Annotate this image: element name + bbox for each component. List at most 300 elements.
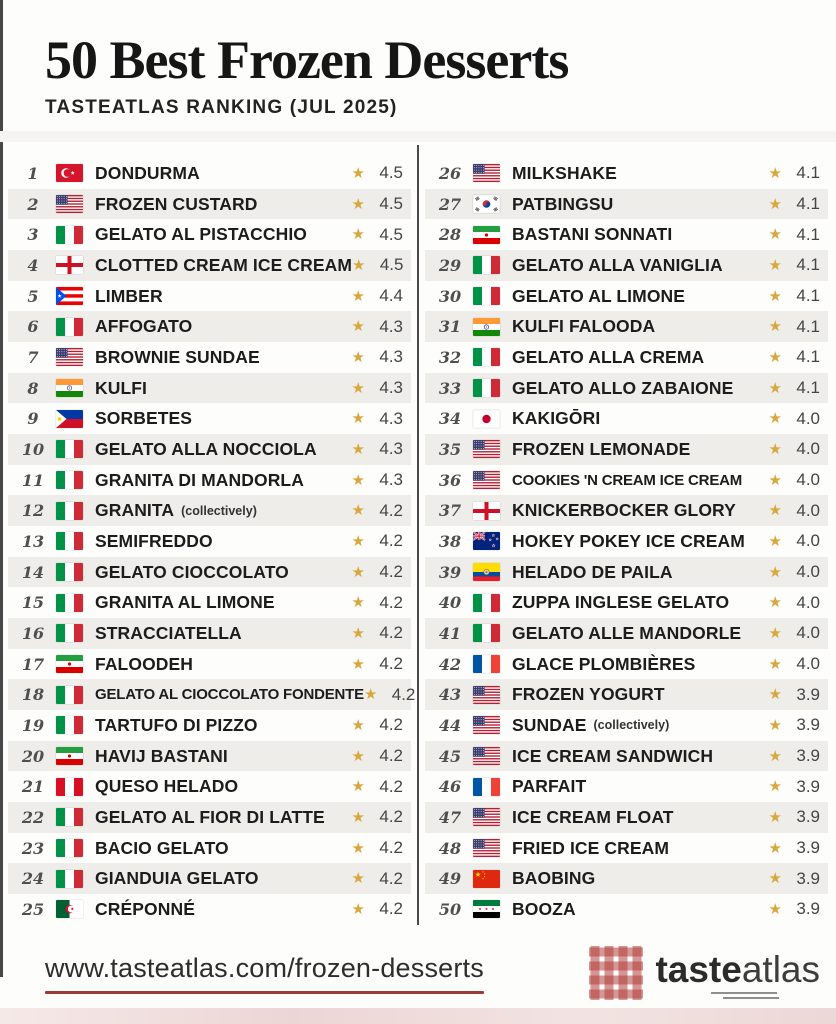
list-item	[8, 833, 411, 864]
dessert-name: BACIO GELATO	[95, 837, 229, 858]
dessert-name: DONDURMA	[95, 162, 200, 183]
star-icon: ★	[351, 532, 365, 550]
header-divider-band	[0, 131, 836, 142]
rating-value: 4.2	[379, 807, 403, 827]
dessert-name: GRANITA DI MANDORLA	[95, 469, 304, 490]
rank-number: 4	[27, 255, 39, 275]
star-icon: ★	[351, 471, 365, 489]
footer	[0, 938, 836, 1008]
rank-number: 48	[438, 838, 462, 858]
list-item	[425, 250, 828, 281]
rank-number: 23	[21, 838, 45, 858]
dessert-name: SEMIFREDDO	[95, 530, 213, 551]
list-item	[425, 741, 828, 772]
rating-value: 4.5	[379, 163, 403, 183]
list-item	[425, 342, 828, 373]
country-flag-icon	[473, 900, 500, 918]
country-flag-icon	[56, 655, 83, 673]
dessert-name: BROWNIE SUNDAE	[95, 346, 260, 367]
rank-number: 11	[21, 470, 45, 490]
star-icon: ★	[351, 502, 365, 520]
rank-number: 42	[438, 654, 462, 674]
country-flag-icon	[56, 287, 83, 305]
list-item	[8, 649, 411, 680]
star-icon: ★	[768, 778, 782, 796]
rating-value: 3.9	[796, 776, 820, 796]
tasteatlas-logo	[589, 946, 820, 1000]
rank-number: 19	[21, 715, 45, 735]
list-item	[8, 465, 411, 496]
rank-number: 27	[438, 194, 462, 214]
rank-number: 44	[438, 715, 462, 735]
country-flag-icon	[473, 778, 500, 796]
star-icon: ★	[351, 747, 365, 765]
dessert-name: CRÉPONNÉ	[95, 898, 195, 919]
dessert-name: ICE CREAM FLOAT	[512, 806, 674, 827]
country-flag-icon	[473, 655, 500, 673]
star-icon: ★	[363, 686, 378, 704]
rank-number: 37	[438, 501, 462, 521]
star-icon: ★	[351, 778, 365, 796]
rank-number: 15	[21, 593, 45, 613]
dessert-name: ZUPPA INGLESE GELATO	[512, 592, 730, 613]
dessert-name: KAKIGŌRI	[512, 408, 601, 429]
rating-value: 3.9	[796, 899, 820, 919]
list-item	[425, 403, 828, 434]
rating-value: 4.2	[379, 776, 403, 796]
dessert-name: BASTANI SONNATI	[512, 224, 673, 245]
star-icon: ★	[768, 195, 782, 213]
dessert-name: GELATO ALLA VANIGLIA	[512, 254, 723, 275]
list-item	[8, 158, 411, 189]
country-flag-icon	[473, 747, 500, 765]
dessert-name: GELATO AL PISTACCHIO	[95, 224, 308, 245]
list-item	[8, 311, 411, 342]
star-icon: ★	[768, 410, 782, 428]
list-item	[8, 342, 411, 373]
column-divider	[417, 145, 419, 925]
dessert-name: SORBETES	[95, 408, 193, 429]
rank-number: 34	[438, 409, 462, 429]
rating-value: 3.9	[796, 746, 820, 766]
ranking-list	[8, 145, 828, 925]
country-flag-icon	[473, 716, 500, 734]
dessert-name: GELATO ALLA NOCCIOLA	[95, 438, 317, 459]
page-subtitle: TASTEATLAS RANKING (JUL 2025)	[45, 97, 398, 119]
star-icon: ★	[768, 686, 782, 704]
country-flag-icon	[473, 532, 500, 550]
dessert-name: KULFI FALOODA	[512, 316, 656, 337]
dessert-name: BAOBING	[512, 868, 596, 889]
dessert-name: TARTUFO DI PIZZO	[95, 714, 258, 735]
star-icon: ★	[768, 379, 782, 397]
rating-value: 4.1	[796, 286, 820, 306]
country-flag-icon	[473, 624, 500, 642]
rating-value: 3.9	[796, 807, 820, 827]
star-icon: ★	[768, 747, 782, 765]
dessert-name: AFFOGATO	[95, 316, 193, 337]
list-item	[8, 281, 411, 312]
country-flag-icon	[56, 164, 83, 182]
rating-value: 4.0	[796, 500, 820, 520]
gingham-logo-icon	[589, 946, 643, 1000]
country-flag-icon	[473, 808, 500, 826]
star-icon: ★	[768, 348, 782, 366]
star-icon: ★	[351, 870, 365, 888]
star-icon: ★	[351, 594, 365, 612]
star-icon: ★	[351, 164, 365, 182]
rank-number: 29	[438, 255, 462, 275]
dessert-name: GELATO CIOCCOLATO	[95, 561, 289, 582]
url-underline	[45, 991, 484, 994]
country-flag-icon	[473, 594, 500, 612]
list-item	[8, 741, 411, 772]
star-icon: ★	[351, 716, 365, 734]
dessert-name: FROZEN YOGURT	[512, 684, 665, 705]
rank-number: 7	[27, 347, 39, 367]
rating-value: 4.3	[379, 347, 403, 367]
star-icon: ★	[768, 900, 782, 918]
rank-number: 39	[438, 562, 462, 582]
list-item	[425, 526, 828, 557]
dessert-name: KULFI	[95, 377, 148, 398]
star-icon: ★	[768, 870, 782, 888]
dessert-name: GLACE PLOMBIÈRES	[512, 653, 696, 674]
list-item	[8, 863, 411, 894]
dessert-note: (collectively)	[181, 503, 257, 518]
list-item	[425, 311, 828, 342]
dessert-name: GELATO AL CIOCCOLATO FONDENTE	[95, 686, 364, 704]
list-item	[425, 863, 828, 894]
rank-number: 46	[438, 777, 462, 797]
rank-number: 32	[438, 347, 462, 367]
dessert-name: PATBINGSU	[512, 193, 614, 214]
country-flag-icon	[56, 410, 83, 428]
country-flag-icon	[56, 195, 83, 213]
country-flag-icon	[56, 778, 83, 796]
star-icon: ★	[351, 318, 365, 336]
country-flag-icon	[473, 870, 500, 888]
star-icon: ★	[768, 502, 782, 520]
list-item	[8, 434, 411, 465]
country-flag-icon	[56, 686, 83, 704]
bottom-pink-strip	[0, 1008, 836, 1024]
star-icon: ★	[768, 164, 782, 182]
rank-number: 38	[438, 531, 462, 551]
rank-number: 5	[27, 286, 39, 306]
rank-number: 50	[438, 899, 462, 919]
star-icon: ★	[351, 655, 365, 673]
list-item	[8, 679, 416, 710]
rating-value: 4.3	[379, 439, 403, 459]
list-item	[425, 710, 828, 741]
star-icon: ★	[351, 379, 365, 397]
brand-word-taste: taste	[655, 948, 742, 990]
dessert-name: HOKEY POKEY ICE CREAM	[512, 530, 745, 551]
dessert-name: FROZEN CUSTARD	[95, 193, 258, 214]
country-flag-icon	[56, 870, 83, 888]
dessert-name: COOKIES 'N CREAM ICE CREAM	[512, 471, 743, 489]
list-item	[425, 649, 828, 680]
star-icon: ★	[768, 839, 782, 857]
country-flag-icon	[473, 686, 500, 704]
rank-number: 14	[21, 562, 45, 582]
rank-number: 43	[438, 685, 462, 705]
rating-value: 4.2	[379, 562, 403, 582]
star-icon: ★	[768, 440, 782, 458]
rating-value: 4.4	[379, 286, 403, 306]
rating-value: 3.9	[796, 684, 820, 704]
star-icon: ★	[351, 410, 365, 428]
dessert-name: HELADO DE PAILA	[512, 561, 673, 582]
list-item	[425, 158, 828, 189]
rank-number: 2	[27, 194, 39, 214]
list-item	[8, 802, 411, 833]
rating-value: 4.0	[796, 408, 820, 428]
country-flag-icon	[56, 808, 83, 826]
dessert-name: KNICKERBOCKER GLORY	[512, 500, 736, 521]
dessert-name: GELATO ALLE MANDORLE	[512, 622, 742, 643]
list-item	[425, 894, 828, 925]
star-icon: ★	[351, 287, 365, 305]
rating-value: 4.1	[796, 378, 820, 398]
country-flag-icon	[56, 226, 83, 244]
star-icon: ★	[768, 716, 782, 734]
country-flag-icon	[56, 900, 83, 918]
rank-number: 3	[27, 225, 39, 245]
list-item	[8, 587, 411, 618]
brand-word-atlas: atlas	[741, 948, 820, 990]
rank-number: 10	[21, 439, 45, 459]
rating-value: 4.0	[796, 562, 820, 582]
country-flag-icon	[473, 164, 500, 182]
rating-value: 4.2	[391, 684, 416, 704]
list-item	[8, 250, 411, 281]
rank-number: 22	[21, 807, 45, 827]
star-icon: ★	[768, 563, 782, 581]
star-icon: ★	[351, 808, 365, 826]
rank-number: 20	[21, 746, 45, 766]
list-item	[425, 587, 828, 618]
dessert-name: GELATO AL FIOR DI LATTE	[95, 806, 325, 827]
dessert-name: GIANDUIA GELATO	[95, 868, 259, 889]
country-flag-icon	[56, 532, 83, 550]
rank-number: 18	[21, 685, 45, 705]
country-flag-icon	[473, 502, 500, 520]
rank-number: 12	[21, 501, 45, 521]
dessert-name: GELATO AL LIMONE	[512, 285, 686, 306]
header	[0, 0, 836, 119]
star-icon: ★	[768, 655, 782, 673]
star-icon: ★	[768, 808, 782, 826]
list-item	[425, 679, 828, 710]
rating-value: 4.2	[379, 838, 403, 858]
dessert-name: FRIED ICE CREAM	[512, 837, 670, 858]
dessert-name: GRANITA AL LIMONE	[95, 592, 275, 613]
rating-value: 4.2	[379, 592, 403, 612]
rank-number: 17	[21, 654, 45, 674]
rank-number: 36	[438, 470, 462, 490]
country-flag-icon	[473, 839, 500, 857]
rank-number: 24	[21, 869, 45, 889]
star-icon: ★	[351, 900, 365, 918]
list-item	[8, 618, 411, 649]
dessert-name: MILKSHAKE	[512, 162, 617, 183]
list-item	[425, 618, 828, 649]
star-icon: ★	[768, 256, 782, 274]
list-item	[425, 465, 828, 496]
rating-value: 4.3	[379, 316, 403, 336]
list-item	[8, 771, 411, 802]
dessert-name: FROZEN LEMONADE	[512, 438, 691, 459]
list-item	[8, 373, 411, 404]
star-icon: ★	[351, 839, 365, 857]
country-flag-icon	[56, 624, 83, 642]
rank-number: 21	[21, 777, 45, 797]
dessert-name: CLOTTED CREAM ICE CREAM	[95, 254, 353, 275]
country-flag-icon	[56, 747, 83, 765]
rank-number: 49	[438, 869, 462, 889]
dessert-name: GELATO ALLA CREMA	[512, 346, 705, 367]
star-icon: ★	[351, 226, 365, 244]
star-icon: ★	[768, 594, 782, 612]
country-flag-icon	[56, 594, 83, 612]
wordmark-underline-2	[723, 997, 779, 999]
country-flag-icon	[56, 348, 83, 366]
rank-number: 35	[438, 439, 462, 459]
rating-value: 4.1	[796, 224, 820, 244]
list-item	[8, 219, 411, 250]
dessert-name: HAVIJ BASTANI	[95, 745, 228, 766]
dessert-name: SUNDAE	[512, 714, 587, 735]
country-flag-icon	[56, 502, 83, 520]
rank-number: 41	[438, 623, 462, 643]
rating-value: 4.2	[379, 868, 403, 888]
rank-number: 33	[438, 378, 462, 398]
country-flag-icon	[56, 716, 83, 734]
list-item	[425, 557, 828, 588]
rating-value: 4.0	[796, 439, 820, 459]
rating-value: 4.0	[796, 654, 820, 674]
rating-value: 3.9	[796, 868, 820, 888]
rating-value: 4.5	[379, 194, 403, 213]
dessert-note: (collectively)	[593, 718, 670, 733]
star-icon: ★	[352, 256, 366, 274]
list-item	[8, 710, 411, 741]
star-icon: ★	[351, 440, 365, 458]
rank-number: 45	[438, 746, 462, 766]
rank-number: 28	[438, 225, 462, 245]
dessert-name: FALOODEH	[95, 653, 194, 674]
dessert-name: LIMBER	[95, 285, 163, 306]
rating-value: 4.2	[379, 715, 403, 735]
dessert-name: GRANITA	[95, 500, 175, 521]
source-url-text: www.tasteatlas.com/frozen-desserts	[45, 952, 484, 983]
country-flag-icon	[473, 318, 500, 336]
rating-value: 4.2	[379, 531, 403, 551]
country-flag-icon	[473, 563, 500, 581]
star-icon: ★	[351, 624, 365, 642]
rating-value: 4.0	[796, 470, 820, 490]
country-flag-icon	[56, 256, 83, 274]
list-item	[425, 771, 828, 802]
rank-number: 26	[438, 163, 462, 183]
list-item	[8, 526, 411, 557]
source-url[interactable]	[45, 953, 484, 994]
country-flag-icon	[56, 440, 83, 458]
list-item	[425, 189, 828, 220]
rating-value: 4.2	[379, 746, 403, 766]
list-item	[8, 403, 411, 434]
dessert-name: PARFAIT	[512, 776, 587, 797]
country-flag-icon	[473, 287, 500, 305]
rating-value: 3.9	[796, 715, 820, 735]
rating-value: 4.5	[379, 255, 404, 275]
rank-number: 1	[27, 163, 39, 183]
country-flag-icon	[473, 226, 500, 244]
star-icon: ★	[768, 624, 782, 642]
left-edge-line	[0, 0, 3, 977]
country-flag-icon	[56, 839, 83, 857]
brand-wordmark	[655, 948, 820, 996]
country-flag-icon	[473, 379, 500, 397]
rank-number: 8	[27, 378, 39, 398]
country-flag-icon	[56, 563, 83, 581]
country-flag-icon	[473, 471, 500, 489]
star-icon: ★	[351, 195, 365, 213]
star-icon: ★	[351, 348, 365, 366]
country-flag-icon	[473, 256, 500, 274]
dessert-name: STRACCIATELLA	[95, 622, 242, 643]
rating-value: 4.0	[796, 592, 820, 612]
list-item	[425, 373, 828, 404]
dessert-name: BOOZA	[512, 898, 576, 919]
page-title: 50 Best Frozen Desserts	[45, 30, 569, 90]
rating-value: 4.3	[379, 378, 403, 398]
star-icon: ★	[351, 563, 365, 581]
star-icon: ★	[768, 318, 782, 336]
wordmark-underline-1	[711, 992, 777, 994]
rank-number: 6	[27, 317, 39, 337]
list-item	[425, 802, 828, 833]
list-item	[425, 833, 828, 864]
rank-number: 40	[438, 593, 462, 613]
ranking-column-left	[8, 145, 416, 925]
country-flag-icon	[473, 440, 500, 458]
rating-value: 3.9	[796, 838, 820, 858]
country-flag-icon	[56, 379, 83, 397]
rank-number: 31	[438, 317, 462, 337]
star-icon: ★	[768, 471, 782, 489]
rating-value: 4.2	[379, 500, 403, 520]
star-icon: ★	[768, 226, 782, 244]
list-item	[8, 189, 411, 220]
country-flag-icon	[473, 195, 500, 213]
country-flag-icon	[473, 348, 500, 366]
rating-value: 4.0	[796, 623, 820, 643]
star-icon: ★	[768, 287, 782, 305]
list-item	[425, 219, 828, 250]
dessert-name: QUESO HELADO	[95, 776, 239, 797]
dessert-name: ICE CREAM SANDWICH	[512, 745, 714, 766]
rating-value: 4.1	[796, 194, 820, 213]
rank-number: 30	[438, 286, 462, 306]
rank-number: 13	[21, 531, 45, 551]
list-item	[425, 434, 828, 465]
dessert-name: GELATO ALLO ZABAIONE	[512, 377, 734, 398]
rating-value: 4.1	[796, 316, 820, 336]
list-item	[8, 557, 411, 588]
